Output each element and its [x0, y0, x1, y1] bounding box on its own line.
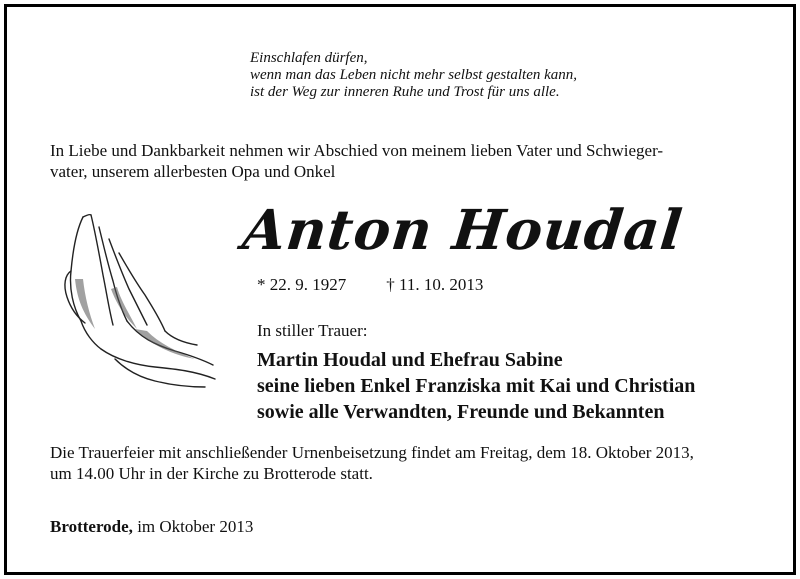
poem-line: Einschlafen dürfen, [250, 50, 368, 66]
place-date [50, 517, 253, 537]
mourning-label: In stiller Trauer: [257, 321, 368, 340]
mourner-line: sowie alle Verwandten, Freunde und Bekannten [257, 401, 665, 423]
funeral-info [50, 442, 780, 484]
intro-text [50, 140, 775, 182]
obituary-card [4, 4, 796, 575]
intro-line: In Liebe und Dankbarkeit nehmen wir Abschied von meinem lieben Vater und Schwieger- [50, 141, 664, 160]
poem [250, 50, 577, 101]
mourner-line: Martin Houdal und Ehefrau Sabine [257, 349, 563, 371]
mourners-list [257, 347, 695, 425]
place-name: Brotterode, [50, 517, 133, 536]
poem-line: ist der Weg zur inneren Ruhe und Trost für uns alle. [250, 84, 560, 100]
birth-date: * 22. 9. 1927 [257, 275, 347, 294]
funeral-line: um 14.00 Uhr in der Kirche zu Brotterode statt. [50, 464, 373, 483]
death-date: † 11. 10. 2013 [386, 275, 484, 294]
deceased-name: Anton Houdal [239, 197, 686, 262]
funeral-line: Die Trauerfeier mit anschließender Urnenbeisetzung findet am Freitag, dem 18. Oktober 2013, [50, 443, 694, 462]
mourner-line: seine lieben Enkel Franziska mit Kai und Christian [257, 375, 696, 397]
poem-line: wenn man das Leben nicht mehr selbst gestalten kann, [250, 67, 578, 83]
life-dates [257, 275, 483, 295]
notice-date: im Oktober 2013 [132, 517, 254, 536]
praying-hands-icon [55, 209, 220, 391]
intro-line: vater, unserem allerbesten Opa und Onkel [50, 162, 336, 181]
